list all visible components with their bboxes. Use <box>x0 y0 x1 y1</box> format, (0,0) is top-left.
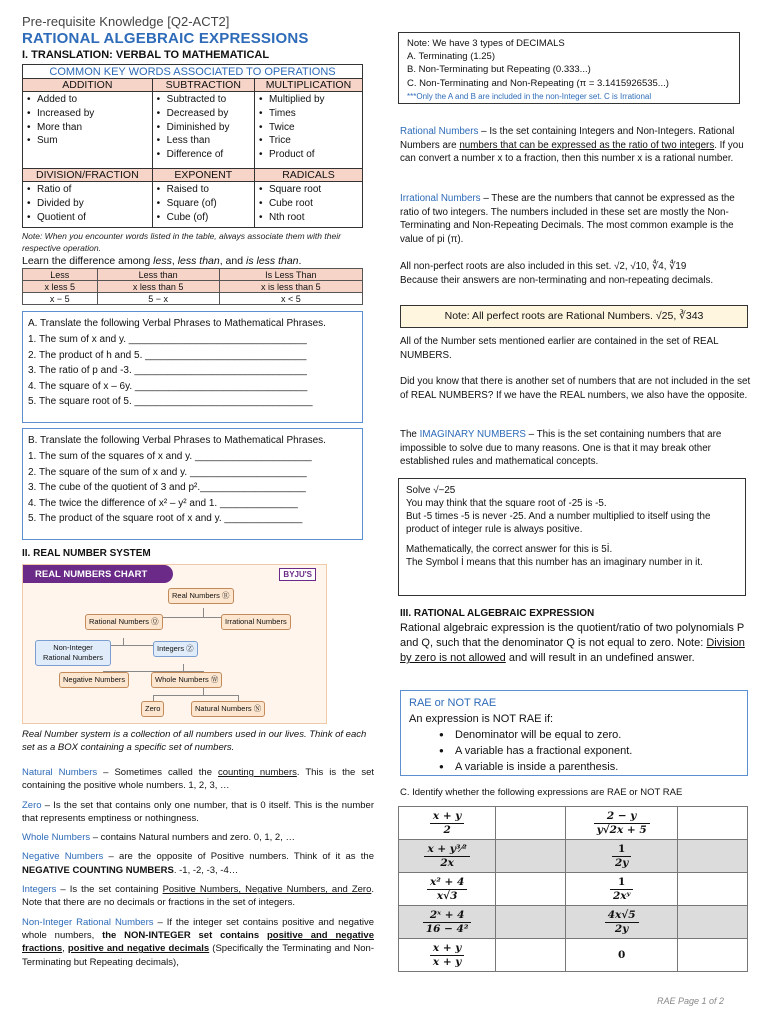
numerator: 2 − y <box>594 810 650 824</box>
def-text: – Is the set containing <box>56 884 163 896</box>
part-a-item[interactable]: 1. The sum of x and y. ________________________________ <box>28 334 307 345</box>
list-item: • Raised to <box>157 183 250 197</box>
list-item: • Cube (of) <box>157 211 250 225</box>
subtraction-cell <box>152 92 254 169</box>
all-real-text: All of the Number sets mentioned earlier are contained in the set of REAL NUMBERS. <box>400 336 719 361</box>
header-subtraction: SUBTRACTION <box>152 79 254 92</box>
less-header: Less <box>23 269 98 281</box>
part-b-item[interactable]: 1. The sum of the squares of x and y. _____________________ <box>28 451 312 462</box>
multiplication-cell <box>254 92 362 169</box>
numerator: x + y³⁄² <box>424 843 469 857</box>
term: Rational Numbers <box>400 126 479 137</box>
denominator: x√3 <box>436 889 458 902</box>
answer-cell[interactable] <box>496 873 566 906</box>
learn-prefix: Learn the difference among <box>22 255 154 267</box>
denominator: 2xʸ <box>612 889 631 902</box>
solve-line: The Symbol İ means that this number has an imaginary number in it. <box>406 557 703 568</box>
answer-cell[interactable] <box>678 807 748 840</box>
header-addition: ADDITION <box>23 79 153 92</box>
imaginary-definition <box>400 428 752 469</box>
table-cell: x < 5 <box>219 293 362 305</box>
list-item: • Square root <box>259 183 358 197</box>
chart-title: REAL NUMBERS CHART <box>35 569 148 580</box>
rational-definition <box>400 125 752 166</box>
term: Whole Numbers <box>22 832 91 844</box>
keywords-note: Note: When you encounter words listed in the table, always associate them with their respective operation. <box>22 231 341 253</box>
learn-less: less <box>153 255 172 267</box>
def-text: and will result in an undefined answer. <box>505 652 695 664</box>
connector <box>183 664 184 671</box>
part-b-item[interactable]: 3. The cube of the quotient of 3 and p².___________________ <box>28 482 306 493</box>
numerator: 1 <box>612 843 631 857</box>
def-natural <box>22 766 374 793</box>
denominator: 2x <box>440 856 454 869</box>
list-item: • Trice <box>259 134 358 148</box>
list-item: ● A variable has a fractional exponent. <box>439 743 739 759</box>
decimals-line: B. Non-Terminating but Repeating (0.333...) <box>407 64 591 76</box>
answer-cell[interactable] <box>496 807 566 840</box>
rae-box-title: RAE or NOT RAE <box>409 697 497 709</box>
node-real-numbers: Real Numbers Ⓡ <box>168 588 234 604</box>
header-multiplication: MULTIPLICATION <box>254 79 362 92</box>
list-item: • Less than <box>157 134 250 148</box>
term: Zero <box>22 799 42 811</box>
solve-line: You may think that the square root of -25 is -5. <box>406 498 607 509</box>
def-text: – This is the set containing numbers that are impossible to solve due to many reasons. One is that it may break other established rules and mathematical concepts. <box>400 429 722 468</box>
decimals-note-box <box>398 32 740 104</box>
solve-line: Mathematically, the correct answer for this is 5İ. <box>406 544 613 555</box>
term: Irrational Numbers <box>400 193 481 204</box>
expression-zero: 0 <box>617 949 626 961</box>
list-item: • Twice <box>259 121 358 135</box>
list-item: • Subtracted to <box>157 93 250 107</box>
decimals-line: A. Terminating (1.25) <box>407 51 496 63</box>
term: Negative Numbers <box>22 851 104 863</box>
perfect-roots-note: Note: All perfect roots are Rational Numbers. √25, ∛343 <box>400 305 748 328</box>
expressions-table <box>398 806 748 972</box>
answer-cell[interactable] <box>678 906 748 939</box>
node-negative-numbers: Negative Numbers <box>59 672 129 688</box>
def-underline: Positive Numbers, Negative Numbers, and Zero <box>162 884 372 896</box>
def-underline: counting numbers <box>217 767 297 778</box>
list-item: • Times <box>259 107 358 121</box>
list-item: • Multiplied by <box>259 93 358 107</box>
node-whole-numbers: Whole Numbers Ⓦ <box>151 672 222 688</box>
def-text: – These are the numbers that cannot be expressed as the ratio of two integers. The numbers included in these set are mostly the Non-Terminating and Non-Repeating Decimals. The most common example is the value of pi (π). <box>400 193 735 245</box>
def-underline: positive and negative fractions <box>22 929 374 955</box>
term: Non-Integer Rational Numbers <box>22 916 154 928</box>
list-item: ● A variable is inside a parenthesis. <box>439 759 739 775</box>
decimals-footnote: ***Only the A and B are included in the non-Integer set. C is Irrational <box>407 91 652 101</box>
is-less-than-header: Is Less Than <box>219 269 362 281</box>
rae-or-not-box <box>400 690 748 776</box>
list-item: • Added to <box>27 93 148 107</box>
connector <box>153 695 238 696</box>
def-text: Rational algebraic expression is the quotient/ratio of two polynomials P and Q, such that the denominator Q is not equal to zero. Note: <box>400 622 745 649</box>
real-number-note: Real Number system is a collection of all numbers used in our lives. Think of each set as a BOX containing a specific set of numbers. <box>22 729 367 753</box>
list-item: • Square (of) <box>157 197 250 211</box>
numerator: x + y <box>430 810 464 824</box>
numerator: 4x√5 <box>605 909 639 923</box>
expression-cell <box>566 840 678 873</box>
less-than-header: Less than <box>97 269 219 281</box>
real-numbers-chart <box>22 564 327 724</box>
node-integers: Integers Ⓩ <box>153 641 198 657</box>
def-text: – contains Natural numbers and zero. 0, 1, 2, … <box>90 832 295 844</box>
solve-line: But -5 times -5 is never -25. And a number multiplied to itself using the product of integer rule is always positive. <box>406 511 711 535</box>
roots-note <box>400 260 752 287</box>
def-underline: Division by zero is not allowed <box>400 637 745 664</box>
learn-less-than: less than <box>177 255 220 267</box>
term: Integers <box>22 884 57 896</box>
list-item: • More than <box>27 121 148 135</box>
header-exponent: EXPONENT <box>152 169 254 182</box>
expression-cell <box>399 807 496 840</box>
part-a-intro: A. Translate the following Verbal Phrases to Mathematical Phrases. <box>28 318 326 329</box>
def-text: – are the opposite of Positive numbers. Think of it as the <box>103 851 375 863</box>
numerator: x² + 4 <box>427 876 467 890</box>
part-a-item[interactable]: 3. The ratio of p and -3. _______________________________ <box>28 365 307 376</box>
addition-cell <box>23 92 153 169</box>
division-cell <box>23 182 153 228</box>
solve-box <box>398 478 746 596</box>
solve-line: Solve √−25 <box>406 485 456 496</box>
byjus-logo: BYJU'S <box>279 568 316 581</box>
less-table <box>22 268 363 305</box>
list-item: • Cube root <box>259 197 358 211</box>
node-rational-numbers: Rational Numbers Ⓠ <box>85 614 163 630</box>
page-footer: RAE Page 1 of 2 <box>656 996 724 1006</box>
list-item: • Ratio of <box>27 183 148 197</box>
list-item: • Nth root <box>259 211 358 225</box>
def-underline: positive and negative decimals <box>67 943 210 955</box>
def-text: . If you can convert a number x to a fraction, then this number x is a rational number. <box>400 139 744 165</box>
node-irrational-numbers: Irrational Numbers <box>221 614 291 630</box>
exponent-cell <box>152 182 254 228</box>
denominator: 16 − 4² <box>425 922 469 935</box>
list-item: • Difference of <box>157 148 250 162</box>
irrational-definition <box>400 192 752 246</box>
did-you-know-text: Did you know that there is another set of numbers that are not included in the set of REAL NUMBERS? If we have the REAL numbers, we also have the opposite. <box>400 376 751 401</box>
node-zero: Zero <box>141 701 164 717</box>
table-cell: x is less than 5 <box>219 281 362 293</box>
def-text: . This is the set containing the positive whole numbers. 1, 2, 3, … <box>22 767 374 792</box>
denominator: 2y <box>614 922 629 935</box>
expression-cell <box>566 939 678 972</box>
def-text: . -1, -2, -3, -4… <box>173 864 239 876</box>
def-integers <box>22 883 374 910</box>
def-text: , <box>62 943 68 955</box>
answer-cell[interactable] <box>496 840 566 873</box>
term: Natural Numbers <box>22 767 98 778</box>
page-title: RATIONAL ALGEBRAIC EXPRESSIONS <box>22 30 309 47</box>
def-text: – Sometimes called the <box>97 767 218 778</box>
expression-cell <box>566 807 678 840</box>
part-a-box <box>22 311 363 423</box>
expression-cell <box>566 906 678 939</box>
def-negative <box>22 850 374 877</box>
header-division: DIVISION/FRACTION <box>23 169 153 182</box>
list-item: • Decreased by <box>157 107 250 121</box>
answer-cell[interactable] <box>678 873 748 906</box>
part-b-item[interactable]: 4. The twice the difference of x² – y² and 1. ______________ <box>28 497 298 509</box>
roots-line: All non-perfect roots are also included in this set. √2, √10, ∜4, ∜19 <box>400 261 687 272</box>
learn-sep: , <box>171 255 178 267</box>
table-cell: x − 5 <box>23 293 98 305</box>
def-text: . Note that there are no decimals or fractions in the set of integers. <box>22 884 374 909</box>
learn-suffix: . <box>298 255 302 267</box>
numerator: 1 <box>610 876 633 890</box>
table-cell: x less 5 <box>23 281 98 293</box>
expression-cell <box>399 840 496 873</box>
def-underline: numbers that can be expressed as the ratio of two integers <box>459 139 715 151</box>
table-cell: x less than 5 <box>97 281 219 293</box>
expression-cell <box>399 939 496 972</box>
part-a-item[interactable]: 2. The product of h and 5. _____________________________ <box>28 349 307 361</box>
section-3-heading: III. RATIONAL ALGEBRAIC EXPRESSION <box>400 608 595 619</box>
expression-cell <box>566 873 678 906</box>
def-whole <box>22 831 374 844</box>
answer-cell[interactable] <box>496 939 566 972</box>
list-item: • Divided by <box>27 197 148 211</box>
learn-sep: , and <box>219 255 246 267</box>
node-non-integer: Non-Integer Rational Numbers <box>35 640 111 666</box>
list-item: • Increased by <box>27 107 148 121</box>
learn-is-less-than: is less than <box>246 255 299 267</box>
part-b-intro: B. Translate the following Verbal Phrases to Mathematical Phrases. <box>28 435 326 446</box>
list-item: • Sum <box>27 134 148 148</box>
definitions <box>22 766 374 975</box>
def-text: – Is the set that contains only one number, that is 0 itself. This is the number that represents emptiness or nothingness. <box>22 799 374 824</box>
list-item: • Diminished by <box>157 121 250 135</box>
denominator: 2 <box>443 823 451 836</box>
def-text: (Specifically the Terminating and Non-Terminating but Repeating decimals), <box>22 943 374 968</box>
node-natural-numbers: Natural Numbers Ⓝ <box>191 701 265 717</box>
def-text: The <box>400 429 420 440</box>
list-item: • Quotient of <box>27 211 148 225</box>
denominator: 2y <box>614 856 629 869</box>
part-b-item[interactable]: 2. The square of the sum of x and y. _____________________ <box>28 466 307 478</box>
pretitle: Pre-requisite Knowledge [Q2-ACT2] <box>22 14 230 29</box>
denominator: y√2x + 5 <box>596 823 647 836</box>
header-radicals: RADICALS <box>254 169 362 182</box>
def-zero <box>22 799 374 826</box>
denominator: x + y <box>432 955 462 968</box>
radicals-cell <box>254 182 362 228</box>
def-bold: the NON-INTEGER set contains <box>102 929 260 941</box>
answer-cell[interactable] <box>678 840 748 873</box>
part-a-item[interactable]: 4. The square of x – 6y. _______________________________ <box>28 380 308 392</box>
part-b-item[interactable]: 5. The product of the square root of x and y. ______________ <box>28 513 303 524</box>
list-item: ● Denominator will be equal to zero. <box>439 727 739 743</box>
def-text: – Is the set containing Integers and Non-Integers. Rational Numbers are <box>400 126 735 151</box>
keywords-caption: COMMON KEY WORDS ASSOCIATED TO OPERATIONS <box>23 65 363 79</box>
connector <box>203 688 204 695</box>
expression-cell <box>399 906 496 939</box>
numerator: 2ˣ + 4 <box>423 909 472 923</box>
expression-cell <box>399 873 496 906</box>
def-bold: NEGATIVE COUNTING NUMBERS <box>22 864 174 876</box>
answer-cell[interactable] <box>678 939 748 972</box>
list-item: • Product of <box>259 148 358 162</box>
rae-box-intro: An expression is NOT RAE if: <box>409 713 554 725</box>
section-2-heading: II. REAL NUMBER SYSTEM <box>22 548 151 559</box>
table-cell: 5 − x <box>97 293 219 305</box>
roots-line: Because their answers are non-terminating and non-repeating decimals. <box>400 274 714 286</box>
def-non-integer <box>22 916 374 969</box>
part-b-box <box>22 428 363 540</box>
def-text: – If the integer set contains positive and negative whole numbers, <box>22 916 374 941</box>
rae-definition <box>400 621 752 666</box>
decimals-line: Note: We have 3 types of DECIMALS <box>407 38 565 49</box>
section-1-heading: I. TRANSLATION: VERBAL TO MATHEMATICAL <box>22 49 270 61</box>
part-a-item[interactable]: 5. The square root of 5. ________________________________ <box>28 396 313 407</box>
numerator: x + y <box>430 942 464 956</box>
learn-difference <box>22 255 301 267</box>
keywords-table <box>22 64 363 228</box>
answer-cell[interactable] <box>496 906 566 939</box>
part-c-instruction: C. Identify whether the following expressions are RAE or NOT RAE <box>400 787 683 798</box>
term: IMAGINARY NUMBERS <box>419 429 526 440</box>
decimals-line: C. Non-Terminating and Non-Repeating (π = 3.1415926535...) <box>407 77 669 89</box>
